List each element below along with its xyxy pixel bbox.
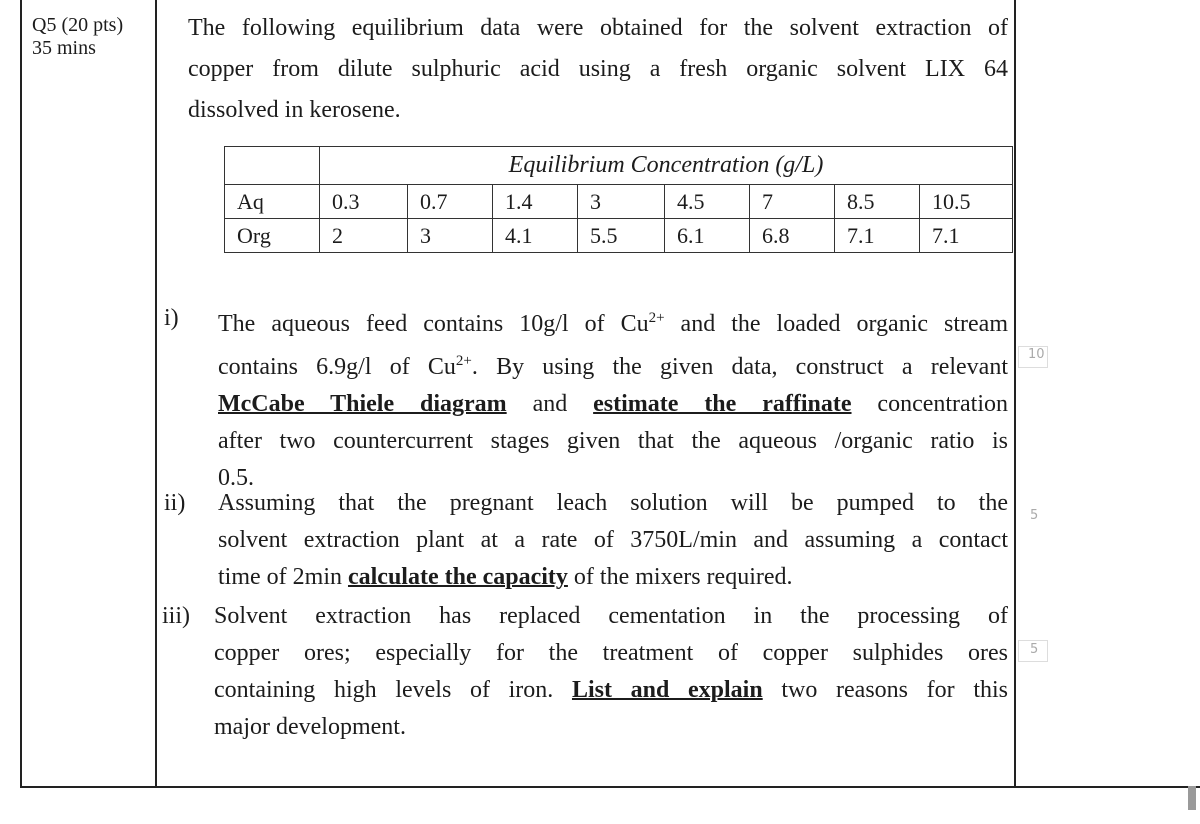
- part-ii-line-2: solvent extraction plant at a rate of 3750L/min and assuming a contact: [218, 527, 1008, 553]
- table-corner-cell: [225, 147, 320, 185]
- table-cell: 8.5: [835, 185, 920, 219]
- mark-part-i: 10: [1028, 347, 1045, 362]
- table-cell: 10.5: [920, 185, 1013, 219]
- part-i-line-4: after two countercurrent stages given that the aqueous /organic ratio is: [218, 428, 1008, 454]
- bottom-border: [20, 786, 1200, 788]
- table-row-org: [225, 219, 1013, 253]
- mark-part-iii: 5: [1030, 642, 1039, 657]
- intro-line-1: The following equilibrium data were obtained for the solvent extraction of: [188, 15, 1008, 41]
- part-ii-line-1: Assuming that the pregnant leach solution will be pumped to the: [218, 490, 1008, 516]
- table-cell: 3: [408, 219, 493, 253]
- table-cell: 3: [578, 185, 665, 219]
- marks-column-divider: [1014, 0, 1016, 788]
- part-ii-line-3: time of 2min calculate the capacity of the mixers required.: [218, 564, 793, 590]
- part-iii-number: iii): [162, 603, 190, 629]
- table-cell: 0.7: [408, 185, 493, 219]
- table-cell: 7: [750, 185, 835, 219]
- part-i-line-2: contains 6.9g/l of $Cu^{2+}$. By using the given data, construct a relevant: [218, 353, 1008, 380]
- part-iii-line-3: containing high levels of iron. List and explain two reasons for this: [214, 677, 1009, 703]
- table-title: Equilibrium Concentration (g/L): [320, 147, 1013, 185]
- table-cell: 5.5: [578, 219, 665, 253]
- table-cell: 4.5: [665, 185, 750, 219]
- part-i-line-5: 0.5.: [218, 465, 254, 491]
- label-column-divider: [155, 0, 157, 788]
- part-i-number: i): [164, 305, 179, 331]
- table-cell: 6.8: [750, 219, 835, 253]
- table-cell: 6.1: [665, 219, 750, 253]
- mccabe-thiele-emphasis: McCabe Thiele diagram: [218, 391, 507, 417]
- left-border: [20, 0, 22, 788]
- intro-line-2: copper from dilute sulphuric acid using a fresh organic solvent LIX 64: [188, 56, 1008, 82]
- calculate-capacity-emphasis: calculate the capacity: [347, 564, 568, 590]
- question-label: [32, 14, 123, 60]
- scan-edge-mark: [1188, 786, 1196, 810]
- table-header-row: [225, 147, 1013, 185]
- table-cell: 0.3: [320, 185, 408, 219]
- row-label-aq: Aq: [225, 185, 320, 219]
- mark-part-ii: 5: [1030, 508, 1039, 523]
- table-cell: 2: [320, 219, 408, 253]
- table-cell: 7.1: [920, 219, 1013, 253]
- question-number: Q5 (20 pts): [32, 14, 124, 36]
- estimate-raffinate-emphasis: estimate the raffinate: [593, 391, 852, 417]
- part-ii-number: ii): [164, 490, 186, 516]
- table-cell: 4.1: [493, 219, 578, 253]
- part-i-line-1: The aqueous feed contains 10g/l of $Cu^{2+}$ and the loaded organic stream: [218, 310, 1008, 337]
- row-label-org: Org: [225, 219, 320, 253]
- part-i-line-3: McCabe Thiele diagram and estimate the raffinate concentration: [218, 391, 1009, 417]
- intro-line-3: dissolved in kerosene.: [188, 97, 401, 123]
- equilibrium-table: [224, 146, 1013, 253]
- table-cell: 1.4: [493, 185, 578, 219]
- question-time: 35 mins: [32, 37, 96, 59]
- part-iii-line-4: major development.: [214, 714, 406, 740]
- table-cell: 7.1: [835, 219, 920, 253]
- part-iii-line-2: copper ores; especially for the treatment of copper sulphides ores: [214, 640, 1008, 666]
- list-and-explain-emphasis: List and explain: [571, 677, 763, 703]
- part-iii-line-1: Solvent extraction has replaced cementation in the processing of: [214, 603, 1008, 629]
- table-row-aq: [225, 185, 1013, 219]
- intro-paragraph: [188, 8, 1008, 131]
